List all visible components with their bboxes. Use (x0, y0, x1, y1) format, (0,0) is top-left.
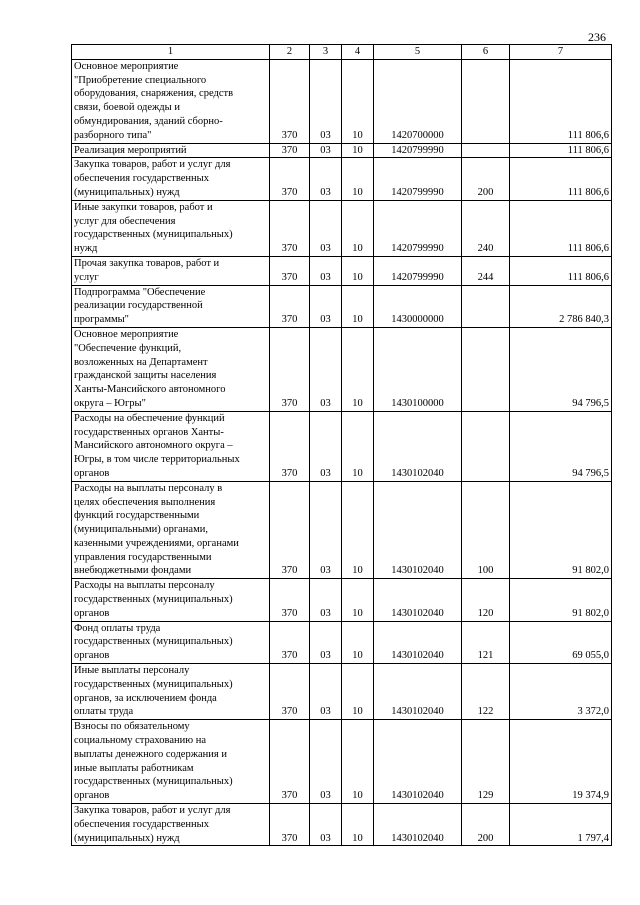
row-ministry-code: 370 (270, 664, 310, 720)
row-section-code: 03 (310, 143, 342, 158)
row-ministry-code: 370 (270, 804, 310, 846)
row-section-code: 03 (310, 804, 342, 846)
row-target-code: 1430102040 (374, 481, 462, 579)
row-amount: 111 806,6 (510, 158, 612, 200)
row-name: Реализация мероприятий (72, 143, 270, 158)
table-row (72, 720, 612, 804)
row-section-code: 03 (310, 720, 342, 804)
row-name: Закупка товаров, работ и услуг для обеспечения государственных (муниципальных) нужд (72, 158, 270, 200)
row-target-code: 1420799990 (374, 256, 462, 285)
row-amount: 94 796,5 (510, 327, 612, 411)
header-col-7: 7 (510, 45, 612, 60)
row-section-code: 03 (310, 411, 342, 481)
row-target-code: 1420700000 (374, 59, 462, 143)
row-name: Взносы по обязательному социальному страхованию на выплаты денежного содержания и иные выплаты работникам государственных (муниципальных) органов (72, 720, 270, 804)
row-section-code: 03 (310, 579, 342, 621)
row-target-code: 1430102040 (374, 664, 462, 720)
table-row (72, 256, 612, 285)
table-row (72, 804, 612, 846)
row-name: Иные закупки товаров, работ и услуг для обеспечения государственных (муниципальных) нужд (72, 200, 270, 256)
row-target-code: 1430102040 (374, 720, 462, 804)
header-col-3: 3 (310, 45, 342, 60)
row-name: Расходы на обеспечение функций государственных органов Ханты- Мансийского автономного округа – Югры, в том числе территориальных органов (72, 411, 270, 481)
row-ministry-code: 370 (270, 481, 310, 579)
row-ministry-code: 370 (270, 158, 310, 200)
table-row (72, 59, 612, 143)
row-section-code: 03 (310, 327, 342, 411)
row-expense-type: 121 (462, 621, 510, 663)
row-section-code: 03 (310, 59, 342, 143)
row-target-code: 1420799990 (374, 158, 462, 200)
row-subsection-code: 10 (342, 143, 374, 158)
table-row (72, 411, 612, 481)
row-subsection-code: 10 (342, 285, 374, 327)
row-target-code: 1430102040 (374, 621, 462, 663)
row-subsection-code: 10 (342, 664, 374, 720)
row-subsection-code: 10 (342, 720, 374, 804)
row-ministry-code: 370 (270, 579, 310, 621)
row-name: Прочая закупка товаров, работ и услуг (72, 256, 270, 285)
row-ministry-code: 370 (270, 720, 310, 804)
row-subsection-code: 10 (342, 200, 374, 256)
header-col-5: 5 (374, 45, 462, 60)
row-section-code: 03 (310, 481, 342, 579)
row-target-code: 1420799990 (374, 143, 462, 158)
row-expense-type (462, 59, 510, 143)
row-target-code: 1420799990 (374, 200, 462, 256)
header-row (72, 45, 612, 60)
row-amount: 1 797,4 (510, 804, 612, 846)
table-row (72, 327, 612, 411)
row-target-code: 1430102040 (374, 804, 462, 846)
row-subsection-code: 10 (342, 158, 374, 200)
row-amount: 111 806,6 (510, 200, 612, 256)
row-expense-type: 200 (462, 804, 510, 846)
row-target-code: 1430102040 (374, 411, 462, 481)
row-subsection-code: 10 (342, 256, 374, 285)
row-amount: 69 055,0 (510, 621, 612, 663)
row-expense-type: 122 (462, 664, 510, 720)
row-name: Фонд оплаты труда государственных (муниципальных) органов (72, 621, 270, 663)
row-ministry-code: 370 (270, 327, 310, 411)
row-subsection-code: 10 (342, 579, 374, 621)
table-row (72, 285, 612, 327)
table-row (72, 200, 612, 256)
header-col-4: 4 (342, 45, 374, 60)
row-expense-type: 240 (462, 200, 510, 256)
row-expense-type (462, 411, 510, 481)
row-subsection-code: 10 (342, 327, 374, 411)
row-subsection-code: 10 (342, 621, 374, 663)
row-amount: 19 374,9 (510, 720, 612, 804)
row-amount: 111 806,6 (510, 59, 612, 143)
row-expense-type (462, 285, 510, 327)
row-section-code: 03 (310, 200, 342, 256)
row-expense-type: 200 (462, 158, 510, 200)
table-row (72, 158, 612, 200)
row-ministry-code: 370 (270, 59, 310, 143)
row-section-code: 03 (310, 158, 342, 200)
table-row (72, 481, 612, 579)
row-amount: 2 786 840,3 (510, 285, 612, 327)
page-number: 236 (588, 30, 606, 44)
header-col-2: 2 (270, 45, 310, 60)
row-expense-type: 244 (462, 256, 510, 285)
row-ministry-code: 370 (270, 411, 310, 481)
row-name: Основное мероприятие "Обеспечение функций, возложенных на Департамент гражданской защиты населения Ханты-Мансийского автономного округа – Югры" (72, 327, 270, 411)
row-subsection-code: 10 (342, 804, 374, 846)
row-ministry-code: 370 (270, 621, 310, 663)
row-subsection-code: 10 (342, 481, 374, 579)
table-row (72, 579, 612, 621)
budget-table (71, 44, 612, 846)
table-row (72, 664, 612, 720)
row-amount: 91 802,0 (510, 481, 612, 579)
row-amount: 111 806,6 (510, 256, 612, 285)
row-name: Основное мероприятие "Приобретение специального оборудования, снаряжения, средств связи, боевой одежды и обмундирования, зданий сборно- разборного типа" (72, 59, 270, 143)
row-target-code: 1430100000 (374, 327, 462, 411)
header-col-6: 6 (462, 45, 510, 60)
row-name: Подпрограмма "Обеспечение реализации государственной программы" (72, 285, 270, 327)
row-section-code: 03 (310, 256, 342, 285)
row-amount: 94 796,5 (510, 411, 612, 481)
row-amount: 111 806,6 (510, 143, 612, 158)
row-expense-type: 120 (462, 579, 510, 621)
row-target-code: 1430000000 (374, 285, 462, 327)
row-expense-type (462, 143, 510, 158)
row-amount: 91 802,0 (510, 579, 612, 621)
row-ministry-code: 370 (270, 285, 310, 327)
row-subsection-code: 10 (342, 59, 374, 143)
row-amount: 3 372,0 (510, 664, 612, 720)
row-ministry-code: 370 (270, 256, 310, 285)
row-section-code: 03 (310, 664, 342, 720)
row-section-code: 03 (310, 621, 342, 663)
table-row (72, 143, 612, 158)
row-name: Закупка товаров, работ и услуг для обеспечения государственных (муниципальных) нужд (72, 804, 270, 846)
row-name: Иные выплаты персоналу государственных (муниципальных) органов, за исключением фонда оплаты труда (72, 664, 270, 720)
row-ministry-code: 370 (270, 143, 310, 158)
row-expense-type: 129 (462, 720, 510, 804)
row-ministry-code: 370 (270, 200, 310, 256)
row-section-code: 03 (310, 285, 342, 327)
header-col-1: 1 (72, 45, 270, 60)
row-target-code: 1430102040 (374, 579, 462, 621)
row-expense-type: 100 (462, 481, 510, 579)
row-expense-type (462, 327, 510, 411)
row-subsection-code: 10 (342, 411, 374, 481)
row-name: Расходы на выплаты персоналу в целях обеспечения выполнения функций государственными (муниципальными) органами, казенными учреждениями, органами управления государственными внебюджетными фондами (72, 481, 270, 579)
row-name: Расходы на выплаты персоналу государственных (муниципальных) органов (72, 579, 270, 621)
table-row (72, 621, 612, 663)
